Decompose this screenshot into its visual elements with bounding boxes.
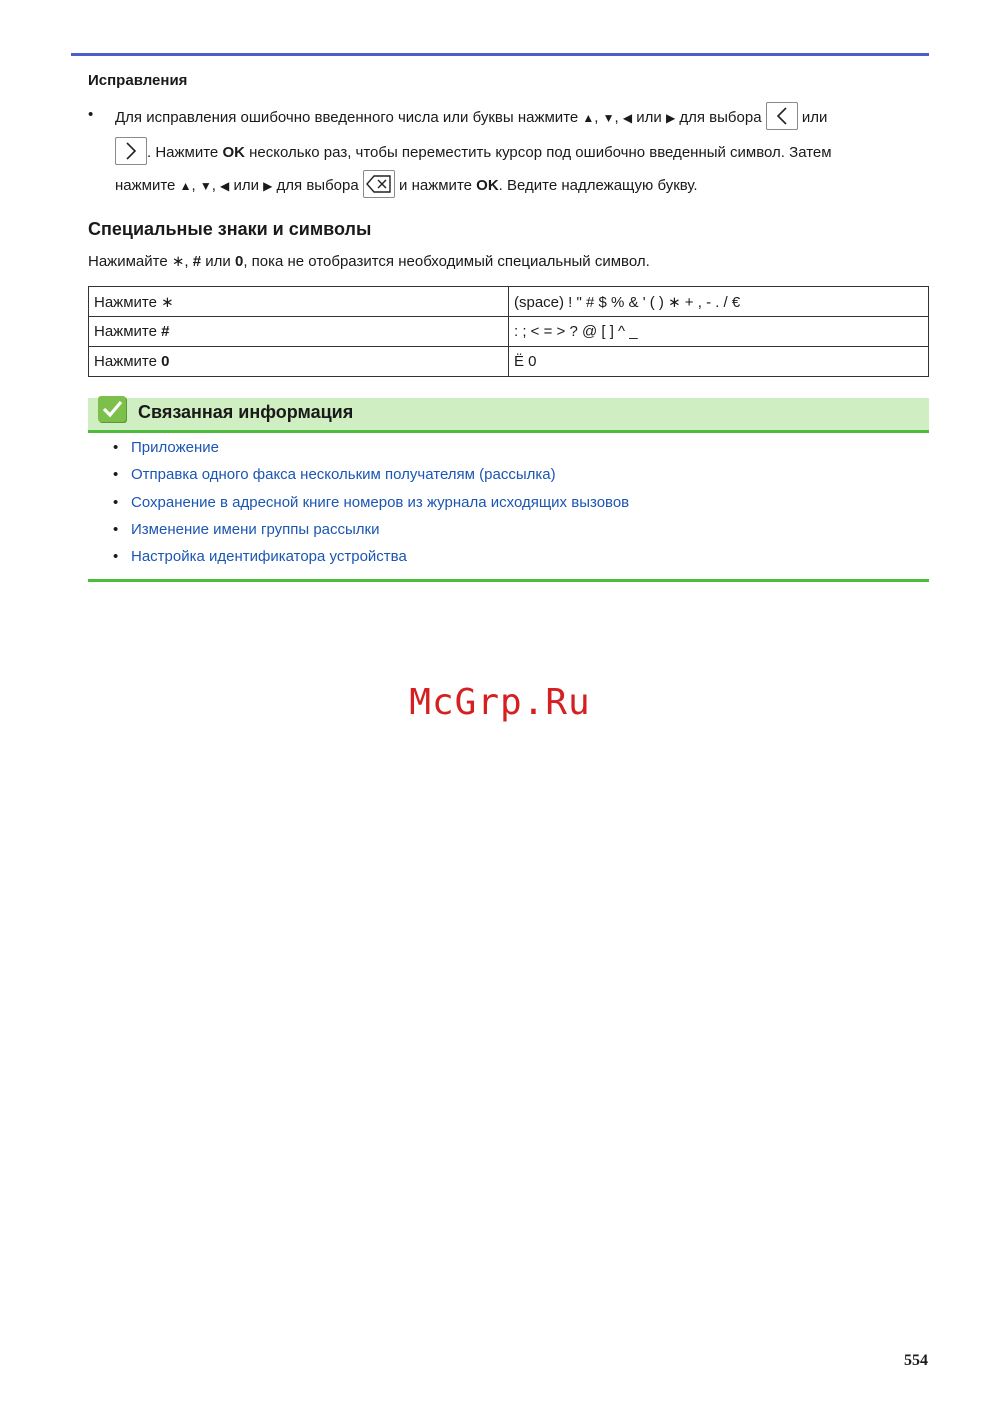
text: Для исправления ошибочно введенного числа или буквы нажмите <box>115 108 583 126</box>
bullet: • <box>113 466 119 484</box>
related-info-header <box>88 398 929 433</box>
key-label: # <box>161 323 170 340</box>
key-label: ∗ <box>161 293 174 311</box>
text: несколько раз, чтобы переместить курсор под ошибочно введенный символ. Затем <box>244 143 832 161</box>
chevron-right-icon <box>115 137 147 165</box>
checkmark-icon <box>98 396 126 422</box>
zero-key: 0 <box>234 253 244 270</box>
table-cell-chars: (space) ! " # $ % & ' ( ) ∗ + , - . / € <box>509 287 929 317</box>
text: , <box>594 108 603 126</box>
left-arrow-icon: ◀ <box>220 178 230 193</box>
key-label: 0 <box>161 353 170 370</box>
table-cell-key <box>89 317 509 347</box>
list-item[interactable] <box>113 439 629 466</box>
text: , <box>184 253 193 270</box>
table-cell-key <box>89 347 509 377</box>
watermark: McGrp.Ru <box>409 682 591 723</box>
related-link[interactable]: Отправка одного факса нескольким получателям (рассылка) <box>131 466 556 484</box>
text: , <box>191 176 200 194</box>
text: или <box>229 176 264 194</box>
text: , <box>211 176 221 194</box>
list-item[interactable] <box>113 466 629 493</box>
list-item[interactable] <box>113 548 629 575</box>
text: Нажимайте <box>88 253 172 270</box>
list-item[interactable] <box>113 521 629 548</box>
related-bottom-divider <box>88 579 929 582</box>
up-arrow-icon: ▲ <box>179 178 192 193</box>
up-arrow-icon: ▲ <box>582 110 595 125</box>
star-key: ∗ <box>171 253 185 270</box>
bullet: • <box>113 520 119 538</box>
ok-key-label: OK <box>222 143 245 161</box>
section-title: Исправления <box>88 72 188 89</box>
chevron-left-icon <box>766 102 798 130</box>
down-arrow-icon: ▼ <box>199 178 212 193</box>
correction-line-3 <box>115 172 698 200</box>
backspace-icon <box>363 170 395 198</box>
table-cell-key <box>89 287 509 317</box>
left-arrow-icon: ◀ <box>622 110 633 125</box>
page-number: 554 <box>904 1352 928 1369</box>
bullet: • <box>88 106 94 123</box>
correction-line-2 <box>115 139 832 167</box>
right-arrow-icon: ▶ <box>263 178 273 193</box>
text: для выбора <box>272 176 363 194</box>
text: . Нажмите <box>147 143 223 161</box>
list-item[interactable] <box>113 494 629 521</box>
table-cell-chars: Ё 0 <box>509 347 929 377</box>
related-links-list <box>113 439 629 575</box>
ok-key-label: OK <box>476 176 499 194</box>
table-row <box>89 347 929 377</box>
text: Нажмите <box>94 323 162 340</box>
bullet: • <box>113 548 119 566</box>
related-link[interactable]: Настройка идентификатора устройства <box>131 548 407 566</box>
related-link[interactable]: Сохранение в адресной книге номеров из журнала исходящих вызовов <box>131 493 630 511</box>
related-link[interactable]: Изменение имени группы рассылки <box>131 520 380 538</box>
related-link[interactable]: Приложение <box>131 439 219 456</box>
text: или <box>797 108 828 126</box>
text: Нажмите <box>94 293 162 311</box>
table-row <box>89 317 929 347</box>
special-chars-heading: Специальные знаки и символы <box>88 219 372 239</box>
down-arrow-icon: ▼ <box>602 110 615 125</box>
text: , <box>614 108 623 126</box>
bullet: • <box>113 493 119 511</box>
text: для выбора <box>675 108 766 126</box>
top-divider <box>71 53 929 56</box>
correction-line-1 <box>115 104 827 132</box>
table-row <box>89 287 929 317</box>
text: , пока не отобразится необходимый специальный символ. <box>243 253 650 270</box>
text: нажмите <box>115 176 180 194</box>
hash-key: # <box>192 253 202 270</box>
text: . Ведите надлежащую букву. <box>498 176 698 194</box>
text: или <box>201 253 235 270</box>
special-chars-intro <box>88 252 650 270</box>
text: и нажмите <box>394 176 477 194</box>
text: Нажмите <box>94 353 162 370</box>
table-cell-chars: : ; < = > ? @ [ ] ^ _ <box>509 317 929 347</box>
related-info-title: Связанная информация <box>138 402 354 422</box>
right-arrow-icon: ▶ <box>665 110 676 125</box>
bullet: • <box>113 439 119 456</box>
special-chars-table <box>88 286 929 377</box>
text: или <box>632 108 666 126</box>
